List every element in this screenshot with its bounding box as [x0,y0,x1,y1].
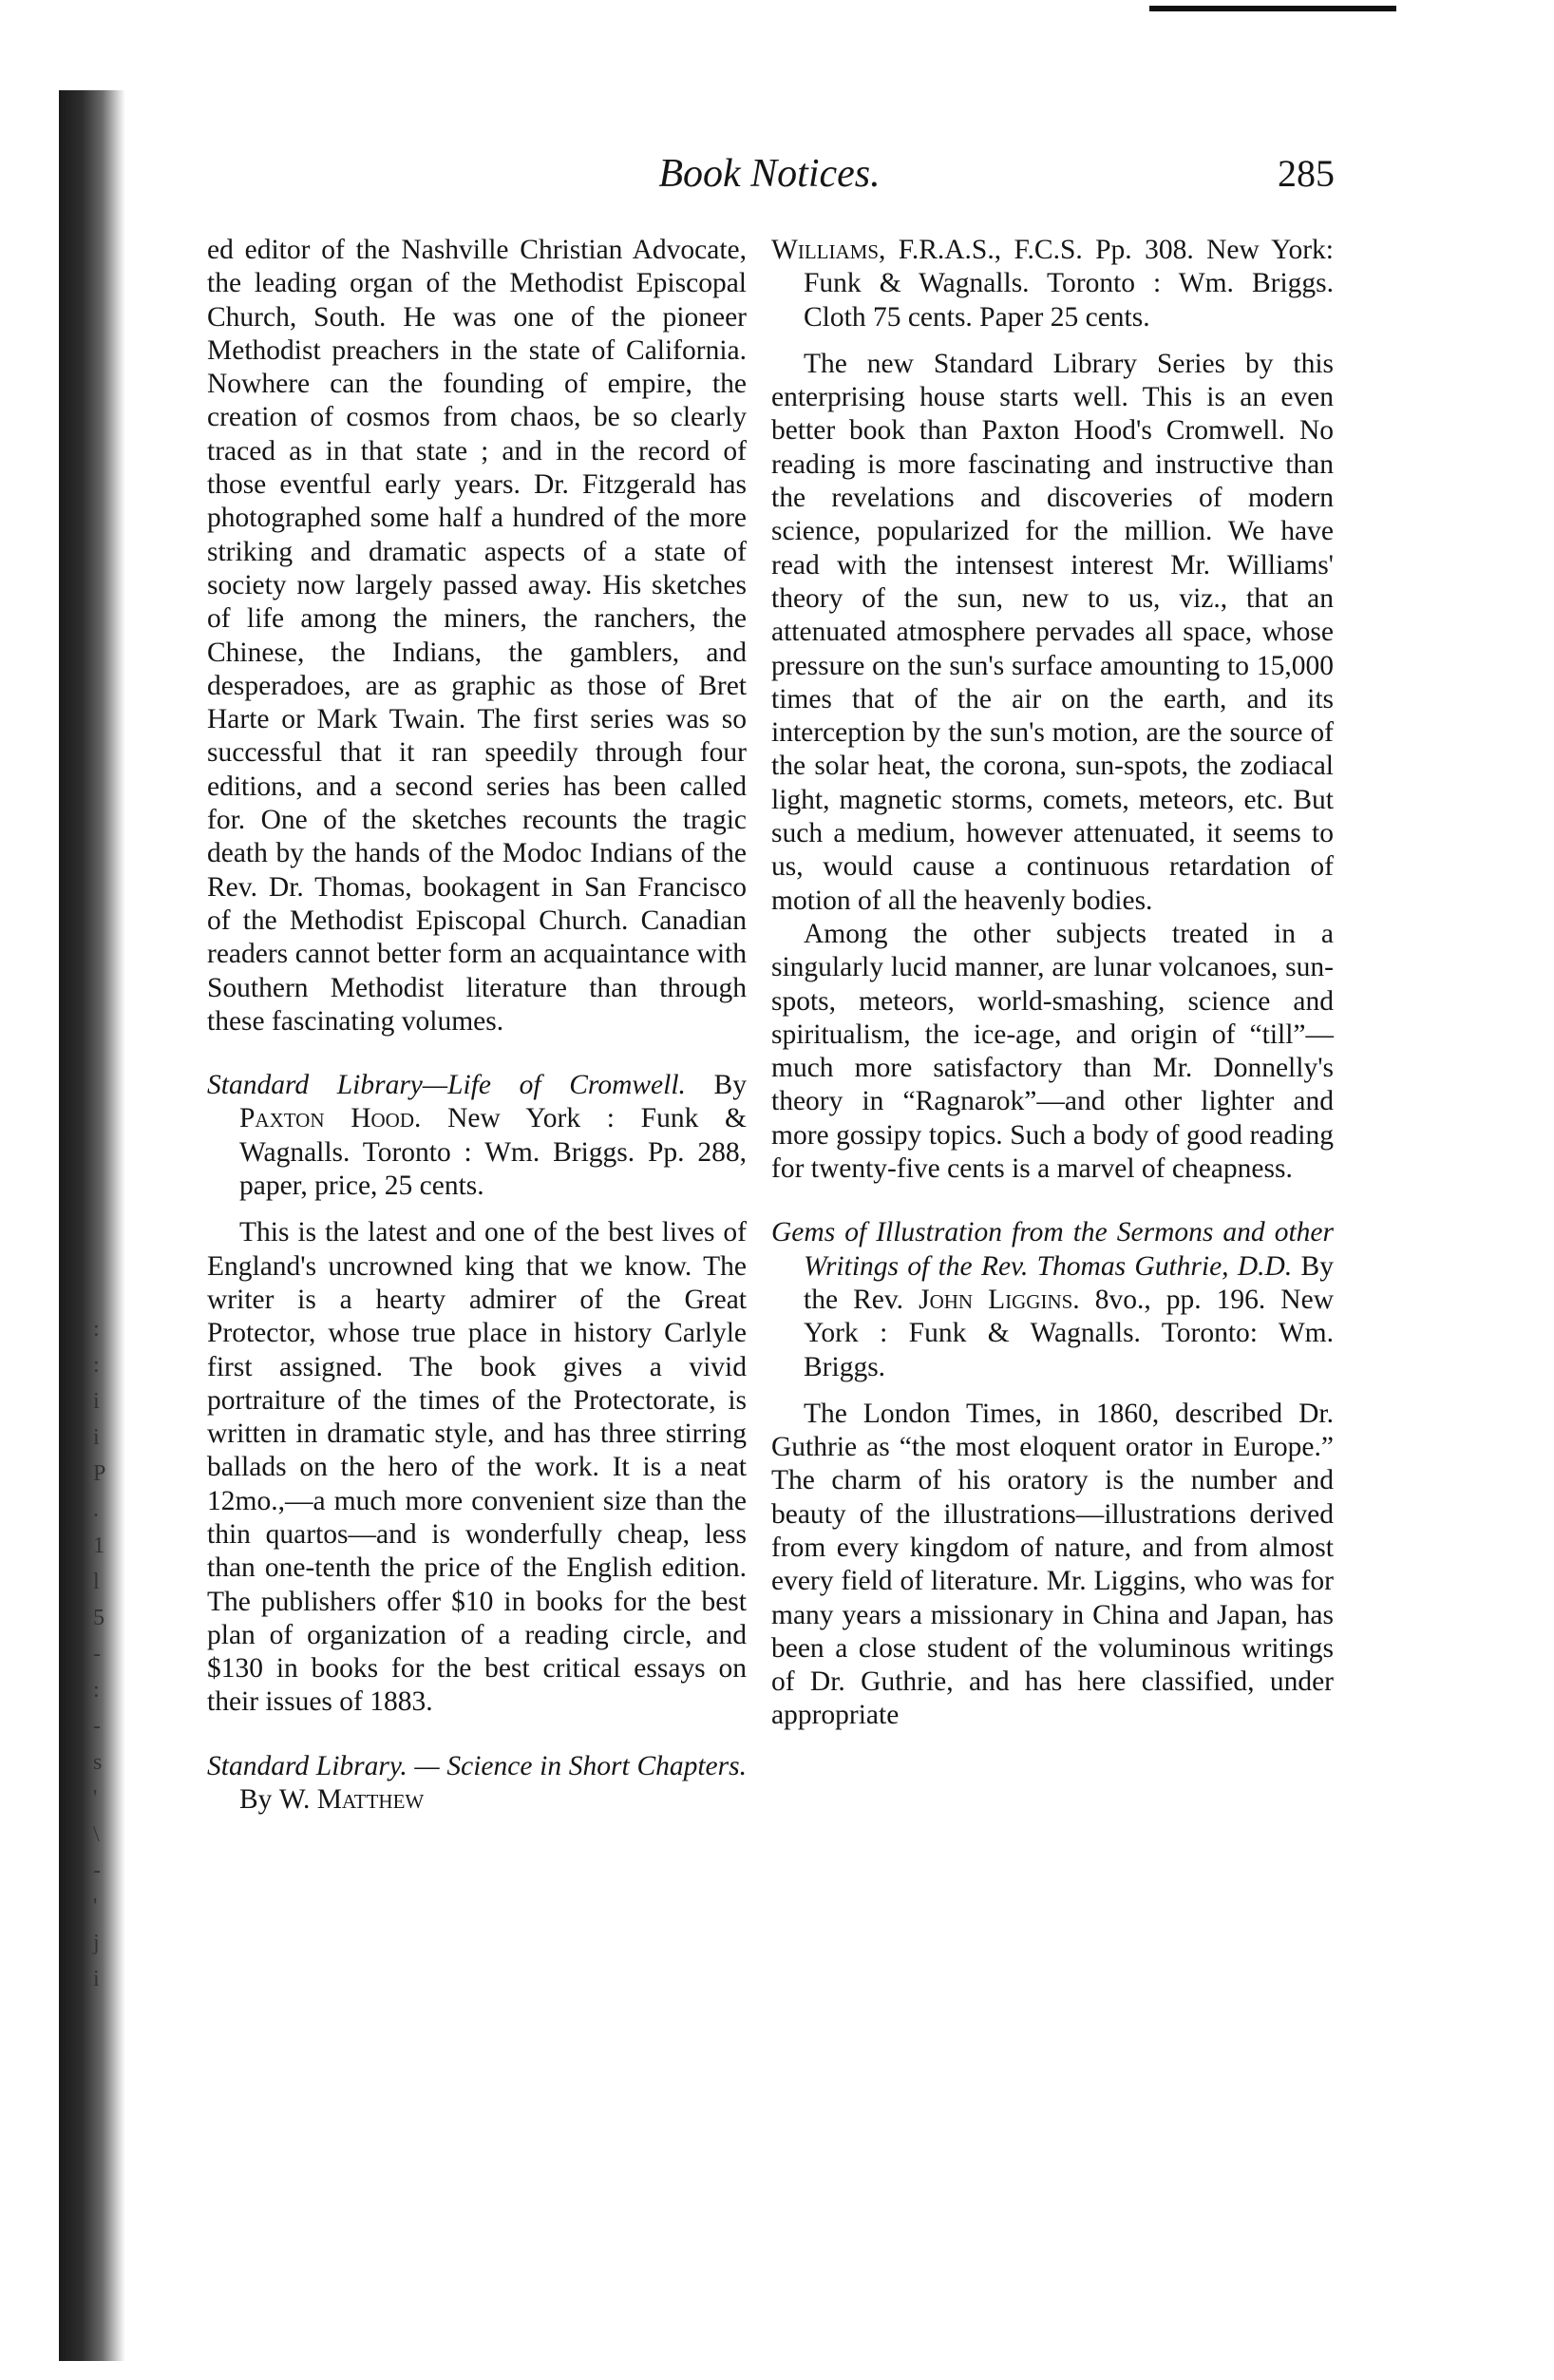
book-title: Gems of Illustration from the Sermons and other Writings of the Rev. Thomas Guthrie, D.D. [771,1217,1334,1282]
book-notice-heading [207,1069,747,1203]
publication-info: New York : Funk & Wagnalls. Toronto : Wm. Briggs. Pp. 288, paper, price, 25 cents. [239,1103,747,1202]
paragraph: This is the latest and one of the best lives of England's uncrowned king that we know. The writer is a hearty admirer of the Great Protector, whose true place in history Carlyle first assigned. The book gives a vivid portraiture of the times of the Protectorate, is written in dramatic style, and has three stirring ballads on the hero of the work. It is a neat 12mo.,—a much more convenient size than the thin quartos—and is wonderfully cheap, less than one-tenth the price of the English edition. The publishers offer $10 in books for the best plan of organization of a reading circle, and $130 in books for the best critical essays on their issues of 1883. [207,1217,747,1718]
margin-mark: ' [93,1786,98,1811]
publication-info: 8vo., pp. 196. New York : Funk & Wagnalls. Toronto: Wm. Briggs. [804,1284,1334,1382]
byline-prefix: By the Rev. [804,1250,1334,1315]
book-author: Paxton Hood. [239,1103,422,1134]
margin-marks [93,1311,122,1997]
margin-mark: : [93,1317,100,1342]
book-title: Standard Library—Life of Cromwell. [207,1070,686,1101]
margin-mark: - [93,1714,101,1739]
book-title: Standard Library. — Science in Short Chapters. [207,1750,747,1781]
margin-mark: . [93,1497,99,1522]
paragraph: The new Standard Library Series by this enterprising house starts well. This is an even better book than Paxton Hood's Cromwell. No reading is more fascinating and instructive than the revelations and discoveries of modern science, popularized for the million. We have read with the intensest interest Mr. Williams' theory of the sun, new to us, viz., that an attenuated atmosphere pervades all space, whose pressure on the sun's surface amounting to 15,000 times that of the air on the earth, and its interception by the sun's motion, are the source of the solar heat, the corona, sun-spots, the zodiacal light, magnetic storms, comets, meteors, etc. But such a medium, however attenuated, it seems to us, would cause a continuous retardation of motion of all the heavenly bodies. [771,348,1334,916]
byline-prefix: By [239,1784,279,1816]
left-column [207,234,747,1817]
running-head: Book Notices. [658,152,881,196]
page-number: 285 [1278,152,1335,195]
margin-mark: i [93,1389,100,1414]
margin-mark: i [93,1967,100,1991]
paragraph: The London Times, in 1860, described Dr. Guthrie as “the most eloquent orator in Europe.” The charm of his oratory is the number and beauty of the illustrations—illustrations derived from every kingdom of nature, and from almost every field of literature. Mr. Liggins, who was for many years a missionary in China and Japan, has been a close student of the voluminous writings of Dr. Guthrie, and has here classified, under appropriate [771,1398,1334,1731]
margin-mark: l [93,1570,100,1594]
margin-mark: j [93,1931,100,1955]
margin-mark: 5 [93,1606,104,1630]
book-notice-heading [771,1216,1334,1383]
margin-mark: : [93,1353,100,1378]
paragraph: Among the other subjects treated in a singularly lucid manner, are lunar volcanoes, sun-spots, meteors, world-smashing, science and spiritualism, the ice-age, and origin of “till”—much more satisfactory than Mr. Donnelly's theory in “Ragnarok”—and other lighter and more gossipy topics. Such a body of good reading for twenty-five cents is a marvel of cheapness. [771,918,1334,1185]
margin-mark: : [93,1678,100,1703]
margin-mark: - [93,1858,101,1883]
margin-mark: i [93,1425,100,1450]
margin-mark: 1 [93,1533,104,1558]
book-author: W. Matthew [278,1784,425,1816]
book-author: John Liggins. [919,1284,1080,1315]
book-notice-heading [207,1750,747,1818]
book-notice-heading-cont [771,234,1334,334]
book-author: Williams, F.R.A.S., F.C.S. [771,235,1083,265]
right-column [771,234,1334,1733]
paragraph: ed editor of the Nashville Christian Advocate, the leading organ of the Methodist Episcopal Church, South. He was one of the pioneer Methodist preachers in the state of California. Nowhere can the founding of empire, the creation of cosmos from chaos, be so clearly traced as in that state ; and in the record of those eventful early years. Dr. Fitzgerald has photographed some half a hundred of the more striking and dramatic aspects of a state of society now largely passed away. His sketches of life among the miners, the ranchers, the Chinese, the Indians, the gamblers, and desperadoes, are as graphic as those of Bret Harte or Mark Twain. The first series was so successful that it ran speedily through four editions, and a second series has been called for. One of the sketches recounts the tragic death by the hands of the Modoc Indians of the Rev. Dr. Thomas, bookagent in San Francisco of the Methodist Episcopal Church. Canadian readers cannot better form an acquaintance with Southern Methodist literature than through these fascinating volumes. [207,235,747,1037]
page-header [204,147,1335,200]
margin-mark: s [93,1750,103,1775]
margin-mark: - [93,1642,101,1666]
top-rule [1149,6,1396,11]
margin-mark: ' [93,1894,98,1919]
publication-info: Pp. 308. New York: Funk & Wagnalls. Toronto : Wm. Briggs. Cloth 75 cents. Paper 25 cents. [804,235,1334,333]
byline-prefix: By [685,1070,747,1101]
scan-shadow-edge [59,90,125,2361]
margin-mark: \ [93,1822,100,1847]
margin-mark: P [93,1461,106,1486]
